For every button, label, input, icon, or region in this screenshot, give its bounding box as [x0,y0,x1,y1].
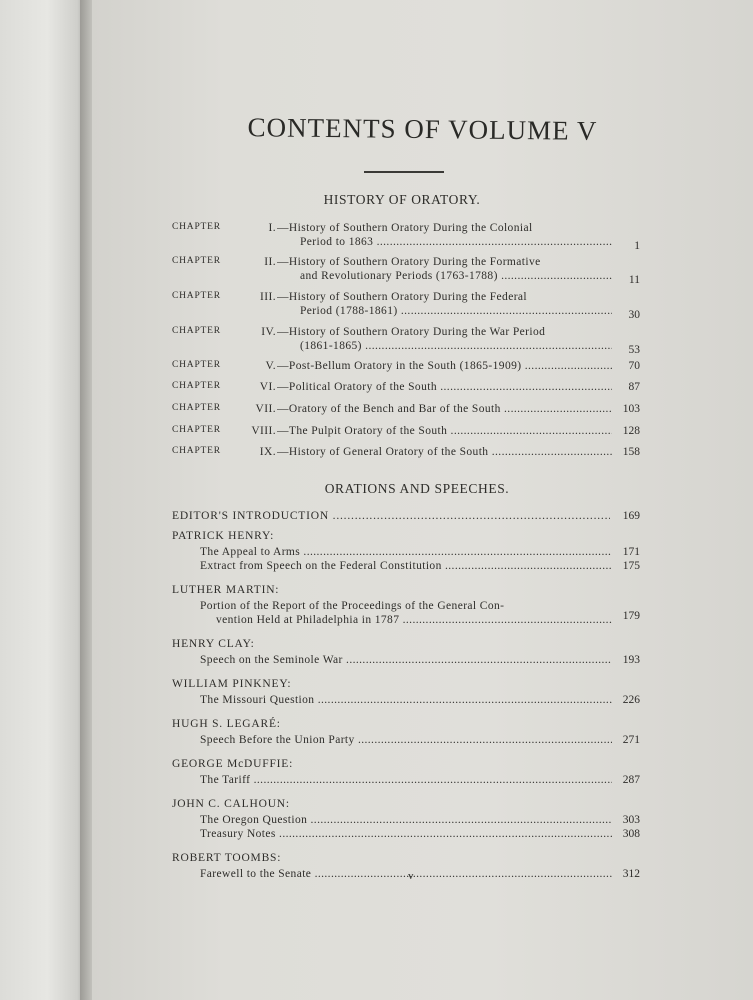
page-number: 11 [628,274,640,286]
orator-name: HENRY CLAY: [172,638,255,650]
page-number: 128 [622,425,640,437]
chapter-number: VII. [255,403,276,415]
page-number: 169 [622,510,640,522]
chapter-number: VI. [259,381,276,393]
chapter-title-line: —History of Southern Oratory During the Federal [277,291,528,303]
chapter-title-line: —The Pulpit Oratory of the South ..... [277,425,612,437]
section-heading-orations: ORATIONS AND SPEECHES. [324,481,510,496]
page-number: 226 [622,694,640,706]
left-page-edge [0,0,86,1000]
chapter-title-line: —History of Southern Oratory During the Formative [277,256,541,268]
orator-name: GEORGE McDUFFIE: [172,758,294,770]
work-title-line: The Missouri Question ..... [200,694,612,706]
page-number: 193 [622,654,640,666]
page-number: 312 [622,868,640,880]
chapter-word: CHAPTER [172,291,221,301]
work-title-line: Speech on the Seminole War ..... [200,654,612,666]
orator-name: ROBERT TOOMBS: [172,852,282,864]
chapter-word: CHAPTER [172,381,221,391]
chapter-number: II. [264,256,276,268]
chapter-title-line: —History of General Oratory of the South ..... [277,446,612,458]
work-title-line: Farewell to the Senate ..... [200,868,612,880]
page-title: CONTENTS OF VOLUME V [247,112,598,146]
chapter-word: CHAPTER [172,360,221,370]
chapter-number: IV. [261,326,276,338]
chapter-title-line: Period to 1863 ..... [300,236,612,248]
page-folio: v [408,870,414,882]
chapter-title-line: —History of Southern Oratory During the War Period [277,326,546,338]
chapter-word: CHAPTER [172,326,221,336]
chapter-number: V. [265,360,276,372]
page-number: 308 [622,828,640,840]
work-title-line: The Tariff ..... [200,774,612,786]
orator-name: HUGH S. LEGARÉ: [172,718,281,730]
contents-page [92,0,753,1000]
work-title-line: Treasury Notes ..... [200,828,612,840]
chapter-title-line: —Political Oratory of the South ..... [277,381,612,393]
chapter-title-line: Period (1788-1861) ..... [300,305,612,317]
orator-name: JOHN C. CALHOUN: [172,798,290,810]
orator-name: LUTHER MARTIN: [172,584,280,596]
chapter-number: VIII. [251,425,276,437]
page-number: 30 [628,309,640,321]
title-rule [364,171,444,173]
page-number: 303 [622,814,640,826]
orator-name: WILLIAM PINKNEY: [172,678,292,690]
work-title-line: Speech Before the Union Party ..... [200,734,612,746]
page-number: 103 [622,403,640,415]
page-number: 70 [628,360,640,372]
chapter-title-line: —History of Southern Oratory During the Colonial [277,222,533,234]
chapter-title-line: —Oratory of the Bench and Bar of the South ..... [277,403,612,415]
work-title-line: Portion of the Report of the Proceedings of the General Con- [200,600,505,612]
chapter-title-line: —Post-Bellum Oratory in the South (1865-1909) ..... [277,360,612,372]
page-number: 1 [634,240,640,252]
work-title-line: vention Held at Philadelphia in 1787 ..... [216,614,612,626]
page-number: 171 [622,546,640,558]
chapter-number: I. [268,222,276,234]
chapter-number: IX. [259,446,276,458]
chapter-title-line: (1861-1865) ..... [300,340,612,352]
page-number: 158 [622,446,640,458]
work-title-line: Extract from Speech on the Federal Constitution ..... [200,560,612,572]
section-heading-history: HISTORY OF ORATORY. [323,192,481,207]
chapter-title-line: and Revolutionary Periods (1763-1788) ..... [300,270,612,282]
chapter-word: CHAPTER [172,425,221,435]
page-number: 87 [628,381,640,393]
orator-name: PATRICK HENRY: [172,530,275,542]
work-title-line: The Oregon Question ..... [200,814,612,826]
chapter-word: CHAPTER [172,256,221,266]
chapter-word: CHAPTER [172,222,221,232]
chapter-word: CHAPTER [172,403,221,413]
work-title-line: The Appeal to Arms ..... [200,546,612,558]
page-number: 271 [622,734,640,746]
page-number: 53 [628,344,640,356]
editor-introduction: EDITOR'S INTRODUCTION ..... [172,510,610,522]
chapter-word: CHAPTER [172,446,221,456]
chapter-number: III. [260,291,276,303]
page-number: 175 [622,560,640,572]
page-number: 287 [622,774,640,786]
page-number: 179 [622,610,640,622]
